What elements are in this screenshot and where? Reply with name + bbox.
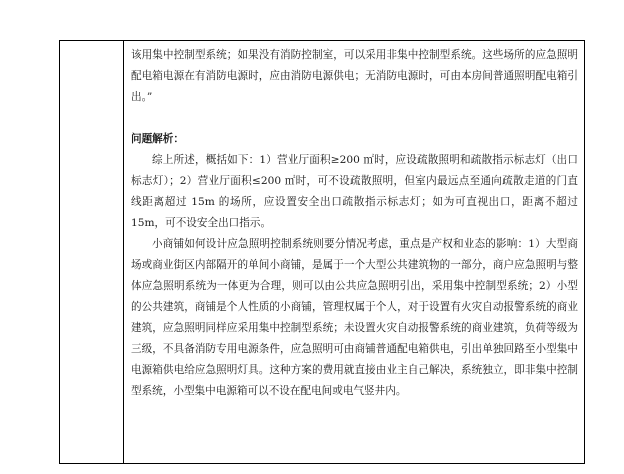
- section-heading: 问题解析：: [131, 133, 184, 145]
- quote-continuation: 该用集中控制型系统；如果没有消防控制室，可以采用非集中控制型系统。这些场所的应急照明配电箱电源在有消防电源时，应由消防电源供电；无消防电源时，可由本房间普通照明配电箱引出。”: [131, 49, 578, 103]
- shop-lighting-paragraph: 小商铺如何设计应急照明控制系统则要分情况考虑，重点是产权和业态的影响：1）大型商场或商业街区内部隔开的单间小商铺，是属于一个大型公共建筑物的一部分，商户应急照明与整体应急照明系统为一体更为合理，则可以由公共应急照明引出，采用集中控制型系统；2）小型的公共建筑，商铺是个人性质的小商铺，管理权属于个人，对于设置有火灾自动报警系统的商业建筑，应急照明同样应采用集中控制型系统；未设置火灾自动报警系统的商业建筑，负荷等级为三级，不具备消防专用电源条件，应急照明可由商铺普通配电箱供电，引出单独回路至小型集中电源箱供电给应急照明灯具。这种方案的费用就直接由业主自己解决，系统独立，即非集中控制型系统，小型集中电源箱可以不设在配电间或电气竖井内。: [131, 238, 578, 397]
- table-left-column: [60, 41, 124, 463]
- document-table: [59, 40, 585, 464]
- paragraph-gap: [131, 108, 578, 129]
- table-content-cell: [124, 41, 584, 463]
- summary-paragraph: 综上所述，概括如下：1）营业厅面积≥200 ㎡时，应设疏散照明和疏散指示标志灯（出口标志灯）；2）营业厅面积≤200 ㎡时，可不设疏散照明，但室内最远点至通向疏散走道的门直线距离超过 15m 的场所，应设置安全出口疏散指示标志灯；如为可直视出口，距离不超过 15m，可不设安全出口指示。: [131, 154, 578, 229]
